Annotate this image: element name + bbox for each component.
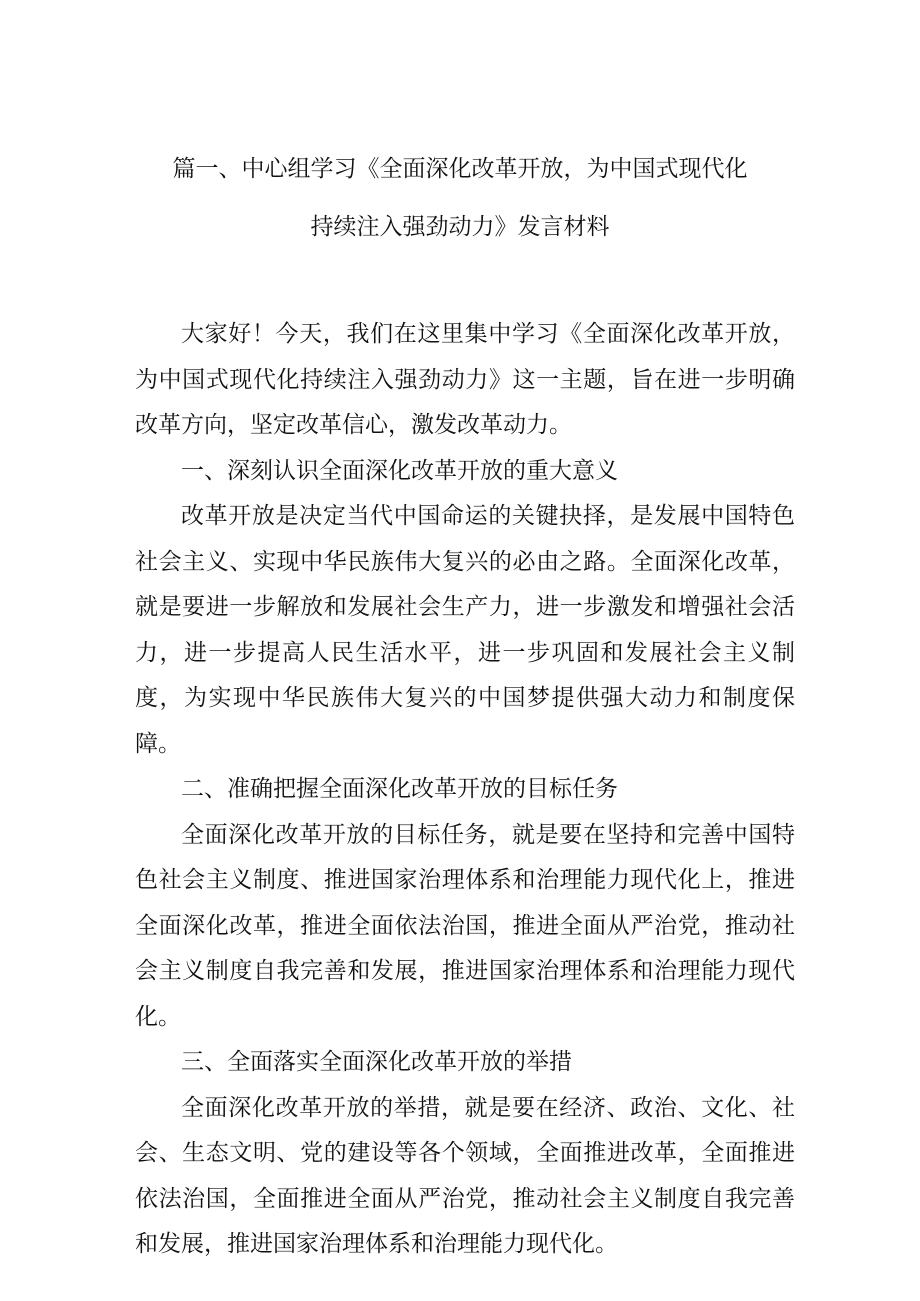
document-title-line-1: 篇一、中心组学习《全面深化改革开放，为中国式现代化 <box>172 156 748 182</box>
intro-paragraph: 大家好！今天，我们在这里集中学习《全面深化改革开放，为中国式现代化持续注入强劲动力》这一主题，旨在进一步明确改革方向，坚定改革信心，激发改革动力。 <box>135 321 795 438</box>
section-2-paragraph: 全面深化改革开放的目标任务，就是要在坚持和完善中国特色社会主义制度、推进国家治理体系和治理能力现代化上，推进全面深化改革，推进全面依法治国，推进全面从严治党，推动社会主义制度自我完善和发展，推进国家治理体系和治理能力现代化。 <box>135 821 795 1030</box>
document-body <box>135 312 795 1268</box>
document-title-line-2: 持续注入强劲动力》发言材料 <box>310 214 610 240</box>
section-2-heading: 二、准确把握全面深化改革开放的目标任务 <box>181 776 618 802</box>
section-1-heading: 一、深刻认识全面深化改革开放的重大意义 <box>181 457 618 484</box>
section-3-heading: 三、全面落实全面深化改革开放的举措 <box>181 1049 572 1075</box>
section-1-paragraph: 改革开放是决定当代中国命运的关键抉择，是发展中国特色社会主义、实现中华民族伟大复兴的必由之路。全面深化改革，就是要进一步解放和发展社会生产力，进一步激发和增强社会活力，进一步提高人民生活水平，进一步巩固和发展社会主义制度，为实现中华民族伟大复兴的中国梦提供强大动力和制度保障。 <box>135 503 795 757</box>
section-3-paragraph: 全面深化改革开放的举措，就是要在经济、政治、文化、社会、生态文明、党的建设等各个领域，全面推进改革，全面推进依法治国，全面推进全面从严治党，推动社会主义制度自我完善和发展，推进国家治理体系和治理能力现代化。 <box>135 1094 795 1257</box>
